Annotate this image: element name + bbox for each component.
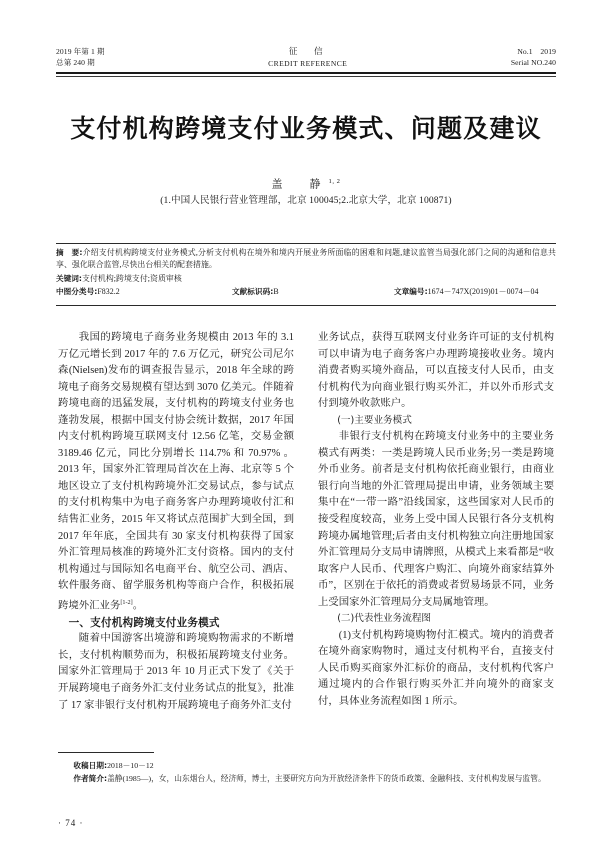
abstract-label: 摘 要: (56, 248, 83, 257)
issue-no-en: No.1 2019 (517, 47, 556, 56)
running-head-right (511, 46, 556, 68)
running-head (56, 46, 556, 72)
body-paragraph-tail: 。 (132, 600, 144, 612)
keywords-label: 关键词: (56, 273, 83, 283)
classification-line (56, 286, 556, 298)
abstract-text: 介绍支付机构跨境支付业务模式,分析支付机构在境外和境内开展业务所面临的困难和问题,建议监管当局强化部门之间的沟通和信息共享、强化联合监管,尽快出台相关的配套措施。 (56, 248, 556, 270)
article-id-value: 1674－747X(2019)01－0074－04 (427, 287, 539, 297)
journal-name-cn: 征 信 (288, 46, 327, 56)
author-bio-text: 盖静(1985—)，女，山东烟台人，经济师，博士，主要研究方向为开放经济条件下的货币政策、金融科技、支付机构发展与监管。 (107, 773, 546, 783)
header-rule-thick (56, 72, 556, 74)
subsection-heading: (一)主要业务模式 (337, 414, 412, 426)
received-date-label: 收稿日期: (73, 761, 108, 770)
body-paragraph: (1)支付机构跨境购物付汇模式。境内的消费者在境外商家购物时，通过支付机构平台，直接支付人民币购买商家外汇标价的商品，支付机构代客户通过境内的合作银行购买外汇并向境外的商家支付，具体业务流程如图 1 所示。 (318, 629, 554, 708)
doc-code-value: B (273, 287, 279, 297)
keywords-line (56, 273, 556, 285)
article-id-field (394, 286, 556, 298)
footnote-rule (58, 752, 154, 753)
body-column-right (318, 330, 554, 711)
clc-label: 中图分类号: (56, 287, 98, 297)
article-title: 支付机构跨境支付业务模式、问题及建议 (70, 114, 542, 143)
body-paragraph-continued: 业务试点，获得互联网支付业务许可证的支付机构可以申请为电子商务客户办理跨境接收业务。境内消费者购买境外商品，可以直接支付人民币，由支付机构代为向商业银行购买外汇，并以外币形式支付到境外收款账户。 (318, 332, 554, 410)
doc-code-field (232, 286, 394, 298)
header-rule-thin (56, 76, 556, 77)
body-paragraph: 非银行支付机构在跨境支付业务中的主要业务模式有两类：一类是跨境人民币业务;另一类是跨境外币业务。前者是支付机构依托商业银行，由商业银行向当地的外汇管理局提出申请，业务领域主要集中在“一带一路”沿线国家，这些国家对人民币的接受程度较高，业务上受中国人民银行各分支机构跨境办属地管理;后者由支付机构独立向注册地国家外汇管理局分支局申请牌照，从模式上来看都是“收取客户人民币、代理客户购汇、向境外商家结算外币”，区别在于依托的消费或者贸易场景不同，业务上受国家外汇管理局分支局属地管理。 (318, 431, 554, 608)
section-heading: 一、支付机构跨境支付业务模式 (68, 616, 220, 629)
received-date-line (58, 760, 558, 773)
body-paragraph-text: 我国的跨境电子商务业务规模由 2013 年的 3.1 万亿元增长到 2017 年的 7.6 万亿元，研究公司尼尔森(Nielsen)发布的调查报告显示，2018 年全球的跨境电子商务交易规模有望达到 3070 亿美元。伴随着跨境电商的迅猛发展，支付机构的跨境支付业务也蓬勃发展，根据中国支付协会统计数据，2017 年国内支付机构跨境互联网支付 12.56 亿笔，交易金额 3189.46 亿元，同比分别增长 114.7% 和 70.97% 。2013 年，国家外汇管理局首次在上海、北京等 5 个地区设立了支付机构跨境外汇交易试点，参与试点的支付机构集中为电子商务客户办理跨境收付汇和结售汇业务，2015 年又将试点范围扩大到全国，到 2017 年年底，全国共有 30 家支付机构获得了国家外汇管理局核准的跨境外汇支付资格。国内的支付机构通过与国际知名电商平台、航空公司、酒店、软件服务商、留学服务机构等商户合作，积极拓展跨境外汇业务 (58, 332, 294, 612)
author-affiliation: (1.中国人民银行营业管理部，北京 100045;2.北京大学，北京 100871) (160, 195, 452, 206)
keywords-text: 支付机构;跨境支付;资质审核 (82, 273, 182, 283)
issue-year-number: 2019 年第 1 期 (56, 47, 105, 56)
doc-code-label: 文献标识码: (232, 287, 274, 297)
footnote-block (58, 760, 558, 785)
clc-field (56, 286, 232, 298)
author-name: 盖 静 (271, 178, 329, 191)
subsection-heading: (二)代表性业务流程图 (337, 613, 432, 625)
abstract-block (56, 247, 556, 298)
author-affil-marks: 1, 2 (328, 178, 341, 185)
abstract-paragraph (56, 247, 556, 271)
issue-serial-number: 总第 240 期 (56, 58, 95, 67)
page-number: · 74 · (58, 818, 84, 828)
abstract-rule-bottom (56, 305, 556, 306)
body-column-left (58, 330, 294, 714)
body-paragraph: 随着中国游客出境游和跨境购物需求的不断增长，支付机构顺势而为，积极拓展跨境支付业务。国家外汇管理局于 2013 年 10 月正式下发了《关于开展跨境电子商务外汇支付业务试点的批复》，批准了 17 家非银行支付机构开展跨境电子商务外汇支付 (58, 633, 294, 711)
citation-marker: [1-2] (120, 598, 133, 606)
running-head-left (56, 46, 105, 68)
article-id-label: 文章编号: (394, 287, 428, 297)
received-date-value: 2018－10－12 (107, 761, 154, 770)
issue-serial-en: Serial NO.240 (510, 58, 556, 67)
body-paragraph (58, 330, 294, 615)
clc-value: F832.2 (97, 287, 120, 297)
author-bio-label: 作者简介: (73, 773, 108, 783)
author-bio-line (58, 773, 558, 786)
journal-name (105, 46, 511, 69)
abstract-rule-top (56, 243, 556, 244)
author-line (50, 174, 562, 193)
journal-name-en: CREDIT REFERENCE (268, 58, 348, 68)
